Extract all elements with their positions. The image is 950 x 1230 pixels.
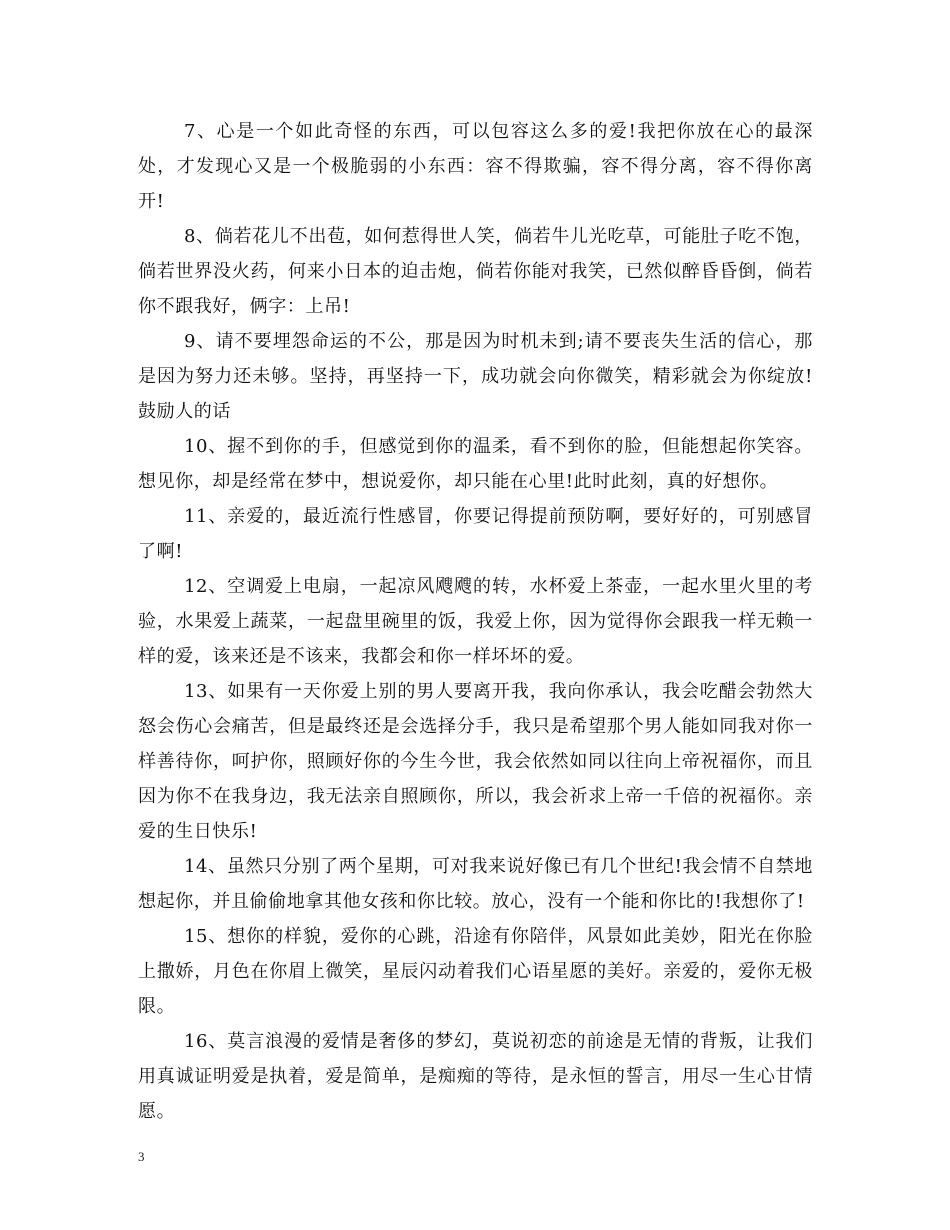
paragraph-8: 8、倘若花儿不出苞，如何惹得世人笑，倘若牛儿光吃草，可能肚子吃不饱，倘若世界没火药，何来小日本的迫击炮，倘若你能对我笑，已然似醉昏昏倒，倘若你不跟我好，俩字：上吊!: [138, 226, 813, 317]
paragraph-13: 13、如果有一天你爱上别的男人要离开我，我向你承认，我会吃醋会勃然大怒会伤心会痛苦，但是最终还是会选择分手，我只是希望那个男人能如同我对你一样善待你，呵护你，照顾好你的今生今世，我会依然如同以往向上帝祝福你，而且因为你不在我身边，我无法亲自照顾你，所以，我会祈求上帝一千倍的祝福你。亲爱的生日快乐!: [138, 681, 813, 842]
document-body: [138, 114, 813, 1129]
paragraph-12: 12、空调爱上电扇，一起凉风飕飕的转，水杯爱上茶壶，一起水里火里的考验，水果爱上蔬菜，一起盘里碗里的饭，我爱上你，因为觉得你会跟我一样无赖一样的爱，该来还是不该来，我都会和你一样坏坏的爱。: [138, 576, 813, 667]
page-number: 3: [138, 1149, 145, 1164]
paragraph-9: 9、请不要埋怨命运的不公，那是因为时机未到;请不要丧失生活的信心，那是因为努力还未够。坚持，再坚持一下，成功就会向你微笑，精彩就会为你绽放!鼓励人的话: [138, 331, 813, 422]
paragraph-14: 14、虽然只分别了两个星期，可对我来说好像已有几个世纪!我会情不自禁地想起你，并且偷偷地拿其他女孩和你比较。放心，没有一个能和你比的!我想你了!: [138, 856, 813, 912]
paragraph-11: 11、亲爱的，最近流行性感冒，你要记得提前预防啊，要好好的，可别感冒了啊!: [138, 506, 813, 562]
paragraph-16: 16、莫言浪漫的爱情是奢侈的梦幻，莫说初恋的前途是无情的背叛，让我们用真诚证明爱是执着，爱是简单，是痴痴的等待，是永恒的誓言，用尽一生心甘情愿。: [138, 1031, 813, 1122]
paragraph-15: 15、想你的样貌，爱你的心跳，沿途有你陪伴，风景如此美妙，阳光在你脸上撒娇，月色在你眉上微笑，星辰闪动着我们心语星愿的美好。亲爱的，爱你无极限。: [138, 926, 813, 1017]
paragraph-7: 7、心是一个如此奇怪的东西，可以包容这么多的爱!我把你放在心的最深处，才发现心又是一个极脆弱的小东西：容不得欺骗，容不得分离，容不得你离开!: [138, 121, 813, 212]
paragraph-10: 10、握不到你的手，但感觉到你的温柔，看不到你的脸，但能想起你笑容。想见你，却是经常在梦中，想说爱你，却只能在心里!此时此刻，真的好想你。: [138, 436, 813, 492]
